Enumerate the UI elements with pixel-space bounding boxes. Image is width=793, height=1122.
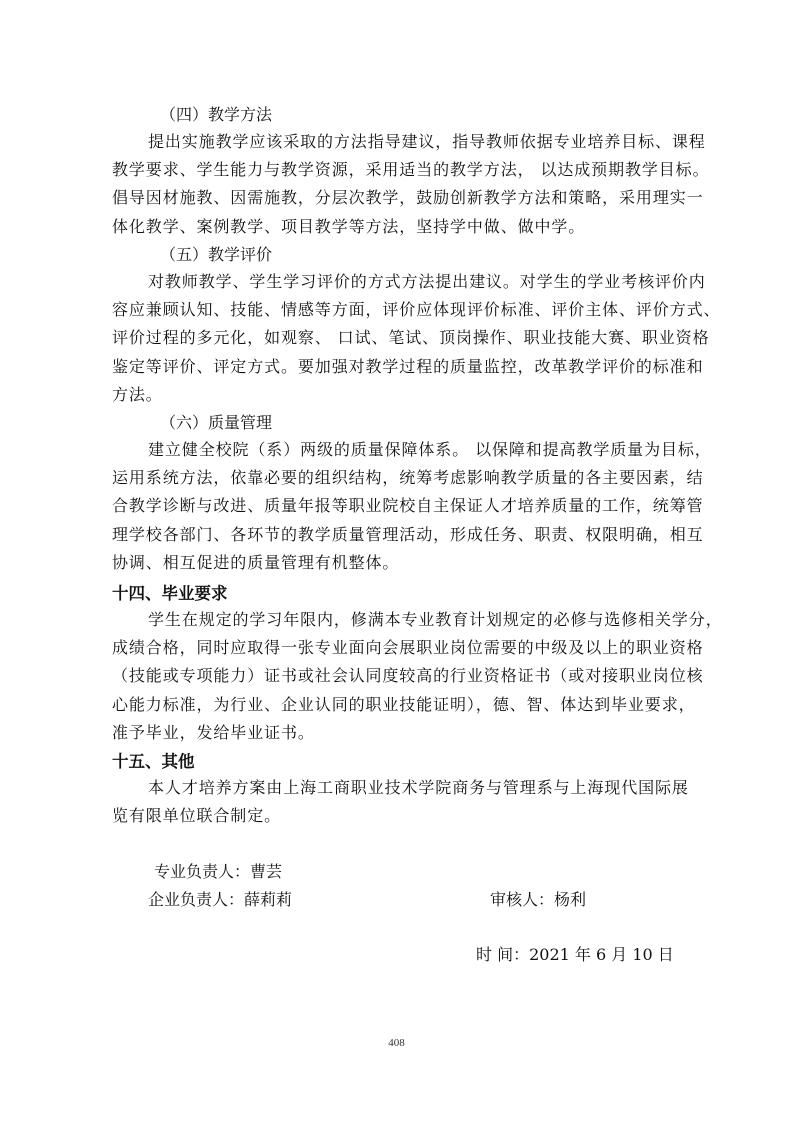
text-line: 鉴定等评价、评定方式。要加强对教学过程的质量监控，改革教学评价的标准和 xyxy=(112,356,704,376)
text-line: （技能或专项能力）证书或社会认同度较高的行业资格证书（或对接职业岗位核 xyxy=(112,666,704,686)
text-line: 建立健全校院（系）两级的质量保障体系。 以保障和提高教学质量为目标， xyxy=(148,440,712,459)
text-line: 对教师教学、学生学习评价的方式方法提出建议。对学生的学业考核评价内 xyxy=(148,272,706,291)
text-line: 心能力标准，为行业、企业认同的职业技能证明），德、智、体达到毕业要求， xyxy=(112,694,696,714)
text-line: 览有限单位联合制定。 xyxy=(112,806,282,826)
text-line: 成绩合格，同时应取得一张专业面向会展职业岗位需要的中级及以上的职业资格 xyxy=(112,638,704,658)
section-heading-teaching-methods: （四）教学方法 xyxy=(160,105,273,124)
section-heading-graduation: 十四、毕业要求 xyxy=(112,584,228,603)
text-line: 方法。 xyxy=(112,384,163,404)
section-heading-teaching-evaluation: （五）教学评价 xyxy=(160,245,273,264)
paragraph-graduation xyxy=(112,606,723,747)
paragraph-teaching-methods xyxy=(112,128,710,241)
text-line: 教学要求、学生能力与教学资源，采用适当的教学方法， 以达成预期教学目标。 xyxy=(112,160,710,180)
text-line: 准予毕业，发给毕业证书。 xyxy=(112,722,315,742)
section-heading-quality-management: （六）质量管理 xyxy=(160,413,273,432)
text-line: 理学校各部门、各环节的教学质量管理活动，形成任务、职责、权限明确，相互 xyxy=(112,524,704,544)
text-line: 体化教学、案例教学、项目教学等方法，坚持学中做、做中学。 xyxy=(112,216,586,236)
paragraph-teaching-evaluation xyxy=(112,268,721,409)
paragraph-quality-management xyxy=(112,436,712,577)
section-heading-other: 十五、其他 xyxy=(112,752,195,771)
text-line: 倡导因材施教、因需施教，分层次教学，鼓励创新教学方法和策略，采用理实一 xyxy=(112,188,704,208)
paragraph-other xyxy=(112,774,689,830)
date-line: 时 间：2021 年 6 月 10 日 xyxy=(476,945,674,964)
page-number: 408 xyxy=(388,1037,405,1049)
text-line: 学生在规定的学习年限内，修满本专业教育计划规定的必修与选修相关学分， xyxy=(148,610,723,629)
reviewer-signature: 审核人：杨利 xyxy=(490,890,587,909)
text-line: 协调、相互促进的质量管理有机整体。 xyxy=(112,552,400,572)
text-line: 提出实施教学应该采取的方法指导建议，指导教师依据专业培养目标、课程 xyxy=(148,132,706,151)
text-line: 评价过程的多元化，如观察、 口试、笔试、顶岗操作、职业技能大赛、职业资格 xyxy=(112,328,710,348)
text-line: 本人才培养方案由上海工商职业技术学院商务与管理系与上海现代国际展 xyxy=(148,778,689,797)
enterprise-lead-signature: 企业负责人：薛莉莉 xyxy=(148,890,293,909)
text-line: 运用系统方法，依靠必要的组织结构，统筹考虑影响教学质量的各主要因素，结 xyxy=(112,468,704,488)
major-lead-signature: 专业负责人：曹芸 xyxy=(154,862,283,881)
text-line: 合教学诊断与改进、质量年报等职业院校自主保证人才培养质量的工作，统筹管 xyxy=(112,496,704,516)
text-line: 容应兼顾认知、技能、情感等方面，评价应体现评价标准、评价主体、评价方式、 xyxy=(112,300,721,320)
